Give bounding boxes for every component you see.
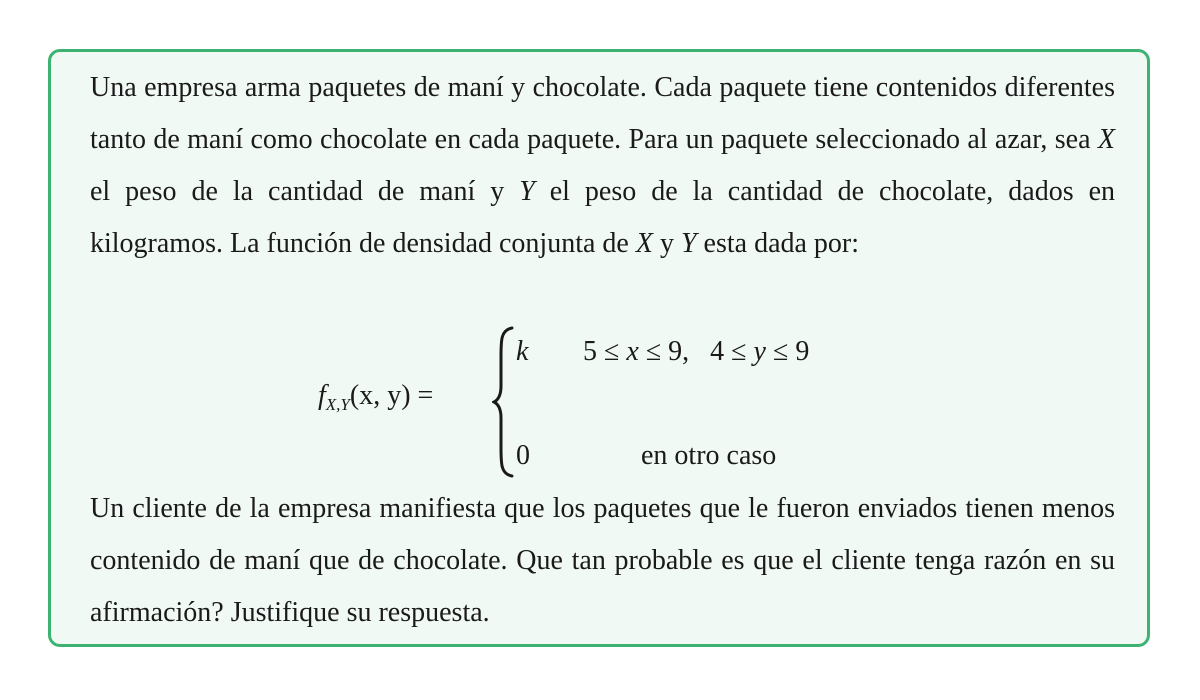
left-brace-icon — [492, 326, 516, 478]
math-variable: X — [1097, 124, 1115, 155]
case2-value: 0 — [516, 440, 530, 471]
problem-statement — [90, 62, 1115, 270]
math-variable: Y — [519, 176, 535, 207]
formula-args: (x, y) = — [349, 380, 434, 411]
formula-function-name: f — [318, 380, 326, 411]
question-statement: Un cliente de la empresa manifiesta que los paquetes que le fueron enviados tienen menos contenido de maní que de chocolate. Que tan probable es que el cliente tenga razón en su afirmación? Justifique su respuesta. — [90, 493, 1115, 628]
formula-lhs — [318, 380, 433, 415]
text-segment: 5 ≤ — [583, 336, 627, 367]
math-variable: Y — [680, 228, 697, 259]
text-segment: ≤ 9, 4 ≤ — [638, 336, 754, 367]
text-segment: el peso de la cantidad de chocolate, dados en kilogramos. La función de densidad conjunta de — [90, 176, 1115, 259]
math-variable: y — [753, 336, 766, 367]
case2-condition: en otro caso — [641, 440, 777, 471]
text-segment: y — [652, 228, 681, 259]
math-variable: x — [626, 336, 639, 367]
density-formula — [0, 320, 1200, 485]
case1-value: k — [516, 336, 529, 367]
math-variable: X — [635, 228, 653, 259]
formula-subscript: X,Y — [325, 395, 350, 414]
case1-condition — [583, 336, 809, 368]
text-segment: ≤ 9 — [765, 336, 810, 367]
text-segment: Una empresa arma paquetes de maní y chocolate. Cada paquete tiene contenidos diferentes tanto de maní como chocolate en cada paquete. Para un paquete seleccionado al azar, sea — [90, 72, 1115, 155]
text-segment: el peso de la cantidad de maní y — [90, 176, 520, 207]
text-segment: esta dada por: — [696, 228, 860, 259]
